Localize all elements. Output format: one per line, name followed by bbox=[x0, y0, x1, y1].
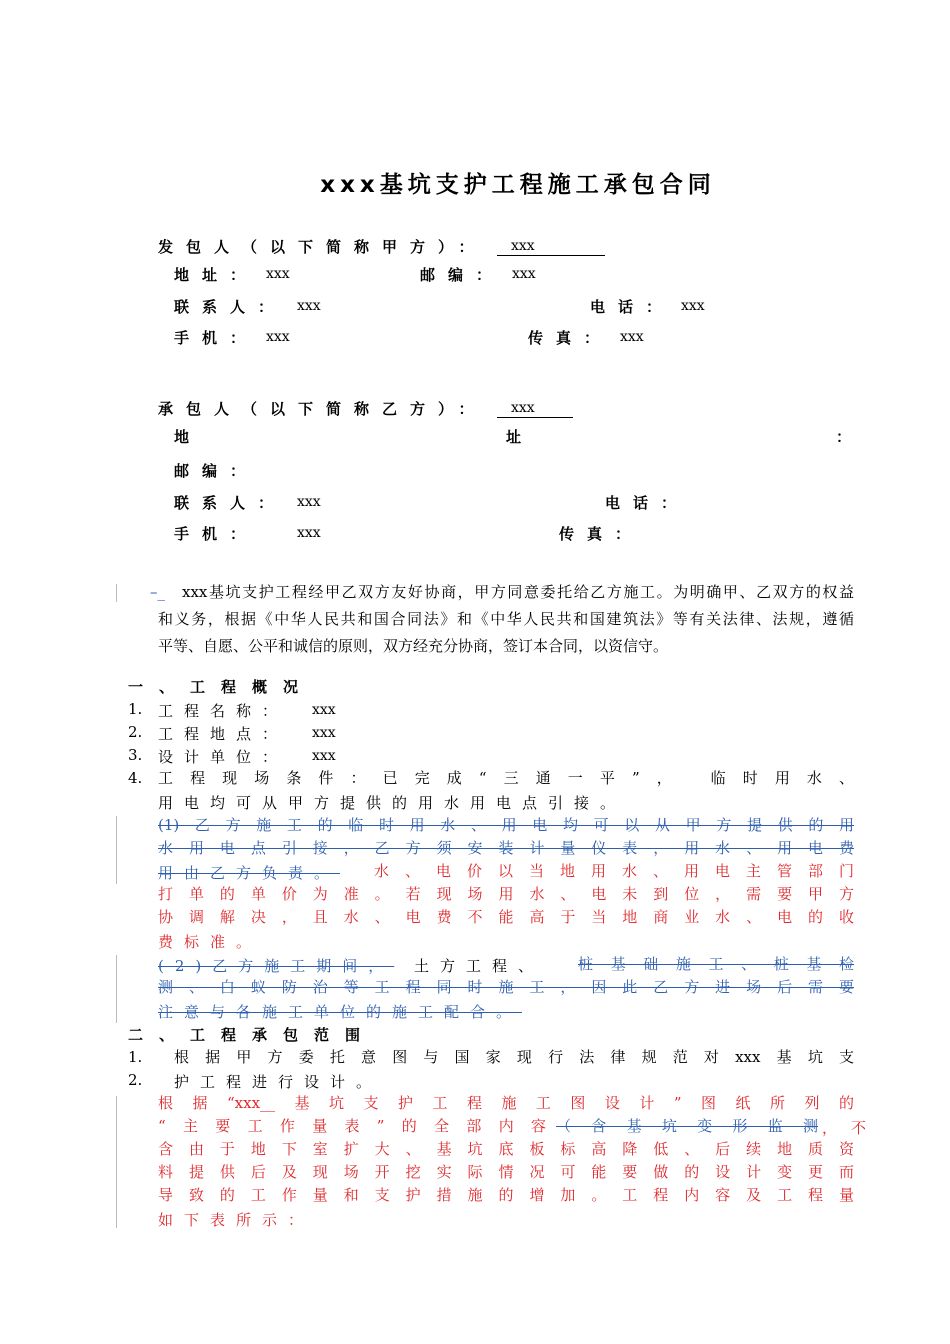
party-a-contact-label: 联系人： bbox=[174, 298, 287, 316]
item-label: 工程名称： bbox=[158, 702, 289, 720]
sub-2-deleted-line-3: 注意与各施工单位的施工配合。 bbox=[158, 1003, 523, 1021]
item-number: 2. bbox=[128, 723, 143, 741]
party-a-mobile: xxx bbox=[266, 329, 290, 345]
section-2-inserted-line-6: 如下表所示： bbox=[158, 1211, 315, 1229]
party-a-address-label: 地址： bbox=[174, 266, 259, 284]
item-4-line-1: 工程现场条件：已完成“三通一平”， 临时用水、 bbox=[158, 769, 854, 787]
sub-1-deleted-line-1: (1)乙方施工的临时用水、用电均可以从甲方提供的用 bbox=[158, 816, 854, 834]
party-b-contact: xxx bbox=[297, 494, 321, 510]
party-a-postcode-label: 邮编： bbox=[420, 266, 505, 284]
item-label: 工程地点： bbox=[158, 725, 289, 743]
party-a-address: xxx bbox=[266, 266, 290, 282]
party-b-mobile-label: 手机： bbox=[174, 525, 259, 543]
change-bar bbox=[116, 584, 117, 602]
party-a-heading: 发包人（以下简称甲方）： bbox=[158, 238, 487, 256]
party-b-address-label-2: 址 bbox=[506, 428, 535, 446]
sub-2-deleted-line-2: 测、白蚁防治等工程同时施工，因此乙方进场后需要 bbox=[158, 978, 854, 996]
party-a-postcode: xxx bbox=[512, 266, 536, 282]
party-b-name: xxx bbox=[497, 400, 573, 418]
section-2-item-1-line-1: 根据甲方委托意图与国家现行法律规范对xxx基坑支 bbox=[174, 1048, 854, 1066]
sub-2-deleted-line-1c: 桩基础施工、桩基检 bbox=[578, 955, 854, 973]
section-2-inserted-line-2c: ，不 bbox=[822, 1119, 881, 1137]
section-2-deleted-line-2b: （含基坑变形监测 bbox=[556, 1117, 818, 1135]
party-b-contact-label: 联系人： bbox=[174, 494, 287, 512]
section-1-heading: 一、工程概况 bbox=[128, 678, 315, 696]
section-2-inserted-line-5: 导致的工作量和支护措施的增加。工程内容及工程量 bbox=[158, 1186, 854, 1204]
party-a-fax: xxx bbox=[620, 329, 644, 345]
change-bar bbox=[116, 816, 117, 884]
change-bar bbox=[116, 955, 117, 1023]
party-a-phone: xxx bbox=[681, 298, 705, 314]
sub-1-deleted-line-2: 水用电点引接，乙方须安装计量仪表，用水、用电费 bbox=[158, 839, 854, 857]
section-2-heading: 二、工程承包范围 bbox=[128, 1026, 377, 1044]
intro-line-2: 和义务，根据《中华人民共和国合同法》和《中华人民共和国建筑法》等有关法律、法规，遵循 bbox=[158, 610, 854, 628]
sub-1-inserted-line-3: 水、电价以当地用水、用电主管部门 bbox=[374, 862, 854, 880]
party-b-fax-label: 传真： bbox=[559, 525, 644, 543]
revision-mark: –_ bbox=[150, 583, 165, 601]
item-number: 4. bbox=[128, 769, 143, 787]
item-number: 1. bbox=[128, 1048, 143, 1066]
section-2-item-1-line-2: 护工程进行设计。 bbox=[174, 1073, 383, 1091]
sub-2-deleted-line-1a: (2)乙方施工期间， bbox=[158, 957, 395, 975]
party-a-mobile-label: 手机： bbox=[174, 329, 259, 347]
sub-1-inserted-line-6: 费标准。 bbox=[158, 933, 263, 951]
intro-line-1: xxx基坑支护工程经甲乙双方友好协商，甲方同意委托给乙方施工。为明确甲、乙双方的权益 bbox=[182, 583, 854, 601]
party-b-postcode-label: 邮编： bbox=[174, 462, 259, 480]
document-title: xxx基坑支护工程施工承包合同 bbox=[320, 172, 716, 198]
party-a-contact: xxx bbox=[297, 298, 321, 314]
party-b-mobile: xxx bbox=[297, 525, 321, 541]
section-2-inserted-line-3: 含由于地下室扩大、基坑底板标高降低、后续地质资 bbox=[158, 1140, 854, 1158]
item-value: xxx bbox=[312, 748, 336, 764]
item-number: 1. bbox=[128, 700, 143, 718]
party-b-phone-label: 电话： bbox=[605, 494, 690, 512]
party-b-address-label-1: 地 bbox=[174, 428, 203, 446]
section-2-inserted-line-2a: “主要工作量表”的全部内容 bbox=[158, 1117, 546, 1135]
change-bar bbox=[116, 1096, 117, 1228]
item-number: 2. bbox=[128, 1071, 143, 1089]
section-2-inserted-line-1: 根据“xxx__基坑支护工程施工图设计”图纸所列的 bbox=[158, 1094, 854, 1112]
party-a-fax-label: 传真： bbox=[528, 329, 613, 347]
item-value: xxx bbox=[312, 725, 336, 741]
sub-1-inserted-line-4: 打单的单价为准。若现场用水、电未到位，需要甲方 bbox=[158, 885, 854, 903]
section-2-inserted-line-4: 料提供后及现场开挖实际情况可能要做的设计变更而 bbox=[158, 1163, 854, 1181]
item-value: xxx bbox=[312, 702, 336, 718]
sub-1-deleted-line-3: 用由乙方负责。 bbox=[158, 864, 341, 882]
party-b-heading: 承包人（以下简称乙方）： bbox=[158, 400, 487, 418]
intro-line-3: 平等、自愿、公平和诚信的原则，双方经充分协商，签订本合同，以资信守。 bbox=[158, 637, 669, 655]
sub-1-inserted-line-5: 协调解决，且水、电费不能高于当地商业水、电的收 bbox=[158, 908, 854, 926]
party-b-address-label-3: ： bbox=[836, 428, 865, 446]
sub-2-line-1b: 土方工程、 bbox=[414, 957, 545, 975]
item-label: 设计单位： bbox=[158, 748, 289, 766]
item-4-line-2: 用电均可从甲方提供的用水用电点引接。 bbox=[158, 794, 627, 812]
item-number: 3. bbox=[128, 746, 143, 764]
party-a-name: xxx bbox=[497, 238, 605, 256]
party-a-phone-label: 电话： bbox=[590, 298, 675, 316]
